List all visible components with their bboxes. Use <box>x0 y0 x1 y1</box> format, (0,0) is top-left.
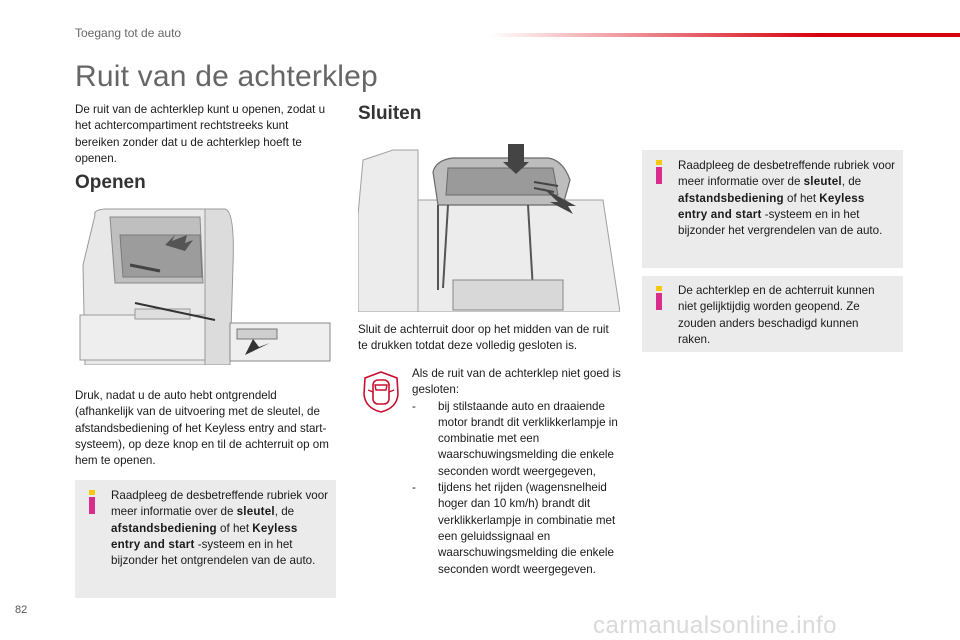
warning-intro: Als de ruit van de achterklep niet goed is gesloten: <box>412 367 621 397</box>
openen-body: Druk, nadat u de auto hebt ontgrendeld (afhankelijk van de uitvoering met de sleutel, de afstandsbediening of het Keyless entry and start-systeem), op deze knop en til de achterruit op om hem te openen. <box>75 389 329 468</box>
watermark: carmanualsonline.info <box>593 612 837 639</box>
info-icon <box>653 160 665 184</box>
info-text-vergrendelen: Raadpleeg de desbetreffende rubriek voor meer informatie over de sleutel, de afstandsbediening of het Keyless entry and start -systeem en in het bijzonder het vergrendelen van de auto. <box>678 159 895 238</box>
info-text-achterklep: De achterklep en de achterruit kunnen niet gelijktijdig worden geopend. Ze zouden anders beschadigd kunnen raken. <box>678 284 875 346</box>
info-icon <box>653 286 665 310</box>
heading-openen: Openen <box>75 172 146 193</box>
sluiten-body: Sluit de achterruit door op het midden van de ruit te drukken totdat deze volledig gesloten is. <box>358 323 609 353</box>
page-number: 82 <box>15 604 28 616</box>
section-label: Toegang tot de auto <box>75 26 182 40</box>
info-box-openen <box>75 480 336 598</box>
heading-sluiten: Sluiten <box>358 103 422 124</box>
warning-car-icon <box>362 370 400 414</box>
warning-text <box>412 366 622 578</box>
illustration-close-window <box>358 140 620 312</box>
intro-text: De ruit van de achterklep kunt u openen, zodat u het achtercompartiment rechtstreeks kunt bereiken zonder dat u de achterklep hoeft te openen. <box>75 103 326 165</box>
header-accent-line <box>490 33 960 37</box>
page-title: Ruit van de achterklep <box>75 60 378 93</box>
info-icon <box>86 490 98 514</box>
info-box-achterklep <box>642 276 903 352</box>
info-box-vergrendelen <box>642 150 903 268</box>
warning-item: - tijdens het rijden (wagensnelheid hoger dan 10 km/h) brandt dit verklikkerlampje in combinatie met een geluidssignaal en waarschuwingsmelding die enkele seconden wordt weergegeven. <box>412 481 616 576</box>
illustration-open-window <box>75 205 335 365</box>
info-text-openen: Raadpleeg de desbetreffende rubriek voor meer informatie over de sleutel, de afstandsbediening of het Keyless entry and start -systeem en in het bijzonder het ontgrendelen van de auto. <box>111 489 328 568</box>
warning-item: - bij stilstaande auto en draaiende motor brandt dit verklikkerlampje in combinatie met een waarschuwingsmelding die enkele seconden wordt weergegeven, <box>412 399 618 478</box>
